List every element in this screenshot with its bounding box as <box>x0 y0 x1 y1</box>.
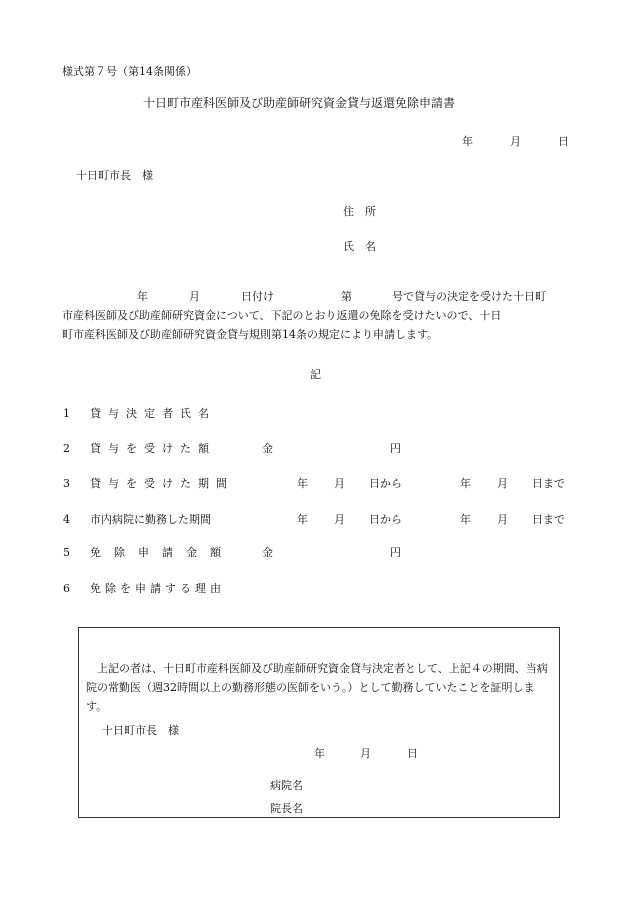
item-1-number: 1 <box>63 407 70 420</box>
item-3-year-from: 年 <box>297 477 308 490</box>
item-3-day-from: 日から <box>369 477 402 490</box>
item-3-month-from: 月 <box>334 477 345 490</box>
body-line2: 市産科医師及び助産師研究資金について、下記のとおり返還の免除を受けたいので、十日 <box>62 309 502 322</box>
date-year: 年 <box>462 135 473 148</box>
item-2-label: 貸与を受けた額 <box>90 442 216 455</box>
item-5-number: 5 <box>63 546 70 559</box>
item-4-year-from: 年 <box>297 513 308 526</box>
page-title: 十日町市産科医師及び助産師研究資金貸与返還免除申請書 <box>143 96 456 110</box>
ki-heading: 記 <box>310 368 321 381</box>
item-3-day-to: 日まで <box>532 477 565 490</box>
body-date-suffix: 日付け <box>241 290 274 303</box>
certificate-addressee: 十日町市長 様 <box>102 724 179 737</box>
item-3-month-to: 月 <box>497 477 508 490</box>
certificate-day: 日 <box>407 747 418 760</box>
item-3-label: 貸与を受けた期間 <box>90 477 234 490</box>
item-2-number: 2 <box>63 442 70 455</box>
item-2-suffix: 円 <box>390 442 401 455</box>
date-month: 月 <box>510 135 521 148</box>
item-4-label: 市内病院に勤務した期間 <box>90 513 211 526</box>
item-2-prefix: 金 <box>262 442 273 455</box>
certificate-text: 上記の者は、十日町市産科医師及び助産師研究資金貸与決定者として、上記４の期間、当病院の常勤医（週32時間以上の勤務形態の医師をいう。）として勤務していたことを証明します。 <box>86 662 548 713</box>
date-day: 日 <box>558 135 569 148</box>
item-4-month-from: 月 <box>334 513 345 526</box>
name-label: 氏 名 <box>343 240 376 253</box>
item-3-year-to: 年 <box>460 477 471 490</box>
hospital-name-label: 病院名 <box>270 779 303 792</box>
certificate-box <box>78 627 560 818</box>
item-4-day-from: 日から <box>369 513 402 526</box>
item-4-month-to: 月 <box>497 513 508 526</box>
addressee: 十日町市長 様 <box>76 169 153 182</box>
item-4-number: 4 <box>63 513 70 526</box>
item-5-suffix: 円 <box>390 546 401 559</box>
item-4-year-to: 年 <box>460 513 471 526</box>
certificate-month: 月 <box>360 747 371 760</box>
form-number: 様式第７号（第14条関係） <box>62 65 197 78</box>
item-4-day-to: 日まで <box>532 513 565 526</box>
item-6-label: 免除を申請する理由 <box>90 582 225 595</box>
body-number-prefix: 第 <box>341 290 352 303</box>
item-5-label: 免除申請金額 <box>90 546 234 559</box>
body-line3: 町市産科医師及び助産師研究資金貸与規則第14条の規定により申請します。 <box>62 328 439 341</box>
certificate-year: 年 <box>314 747 325 760</box>
item-5-prefix: 金 <box>262 546 273 559</box>
item-3-number: 3 <box>63 477 70 490</box>
item-6-number: 6 <box>63 582 70 595</box>
body-line1-tail: 号で貸与の決定を受けた十日町 <box>392 290 546 303</box>
address-label: 住 所 <box>343 205 376 218</box>
body-month: 月 <box>189 290 200 303</box>
body-year: 年 <box>137 290 148 303</box>
director-name-label: 院長名 <box>270 802 303 815</box>
item-1-label: 貸与決定者氏名 <box>90 407 216 420</box>
